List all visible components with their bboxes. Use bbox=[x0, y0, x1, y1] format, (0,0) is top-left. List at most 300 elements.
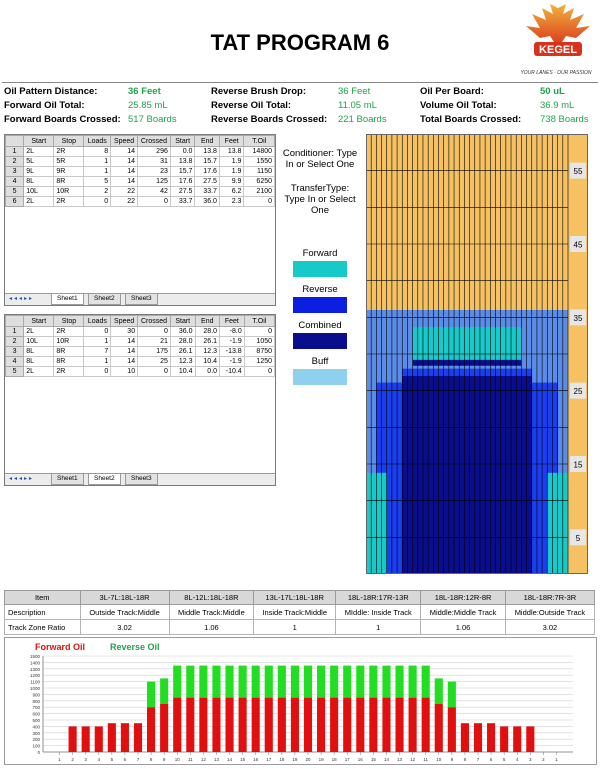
cell[interactable]: 2L bbox=[24, 367, 54, 377]
column-header: Speed bbox=[111, 316, 138, 327]
y-tick-label: 300 bbox=[32, 730, 40, 736]
cell[interactable]: 8750 bbox=[244, 347, 274, 357]
cell[interactable]: 0 bbox=[244, 367, 274, 377]
column-header: Crossed bbox=[138, 316, 171, 327]
cell[interactable]: 8 bbox=[84, 147, 111, 157]
cell[interactable]: 8R bbox=[54, 177, 84, 187]
bar-reverse-oil bbox=[160, 678, 168, 704]
board-oil bbox=[397, 383, 402, 574]
cell[interactable]: -1.9 bbox=[220, 337, 245, 347]
cell[interactable]: 0 bbox=[244, 327, 274, 337]
total-boards-label: Total Boards Crossed: bbox=[420, 114, 522, 125]
y-tick-label: 1400 bbox=[29, 660, 40, 666]
bar-reverse-oil bbox=[199, 666, 207, 698]
cell[interactable]: 10L bbox=[24, 187, 54, 197]
legend-label: Forward bbox=[302, 248, 338, 259]
bar-forward-oil bbox=[291, 698, 299, 752]
bar-forward-oil bbox=[252, 698, 260, 752]
x-tick-label: 18 bbox=[331, 757, 337, 762]
cell[interactable]: 2100 bbox=[244, 187, 275, 197]
x-tick-label: 3 bbox=[529, 757, 532, 762]
reverse-sheet-tabs bbox=[5, 473, 275, 485]
row-number: 5 bbox=[6, 187, 24, 197]
bar-forward-oil bbox=[317, 698, 325, 752]
x-tick-label: 16 bbox=[253, 757, 259, 762]
x-tick-label: 13 bbox=[397, 757, 403, 762]
bar-reverse-oil bbox=[369, 666, 377, 698]
bar-forward-oil bbox=[409, 698, 417, 752]
cell[interactable]: 2L bbox=[24, 327, 54, 337]
row-number: 3 bbox=[6, 347, 24, 357]
x-tick-label: 12 bbox=[410, 757, 416, 762]
rev-boards-value: 221 Boards bbox=[338, 114, 387, 125]
sheet-tab[interactable]: Sheet3 bbox=[125, 294, 158, 305]
cell[interactable]: 2 bbox=[84, 187, 111, 197]
table-row[interactable] bbox=[6, 157, 275, 167]
bar-reverse-oil bbox=[435, 678, 443, 704]
fwd-boards-label: Forward Boards Crossed: bbox=[4, 114, 121, 125]
cell[interactable]: 14 bbox=[111, 157, 138, 167]
bar-reverse-oil bbox=[278, 666, 286, 698]
legend-swatch bbox=[293, 261, 347, 277]
bar-forward-oil bbox=[186, 698, 194, 752]
y-tick-label: 1300 bbox=[29, 666, 40, 672]
table-row[interactable] bbox=[6, 357, 275, 367]
column-header: T.Oil bbox=[244, 316, 274, 327]
x-tick-label: 3 bbox=[84, 757, 87, 762]
cell[interactable]: 0 bbox=[244, 197, 275, 207]
column-header: 8L-12L:18L-18R bbox=[169, 591, 254, 605]
cell[interactable]: 5 bbox=[84, 177, 111, 187]
cell: Middle:Outside Track bbox=[505, 605, 594, 620]
cell[interactable]: 14 bbox=[111, 167, 138, 177]
bar-reverse-oil bbox=[448, 682, 456, 708]
cell[interactable]: 22 bbox=[111, 197, 138, 207]
foot-label: 25 bbox=[573, 387, 583, 397]
conditioner-field[interactable]: Conditioner: Type In or Select One bbox=[282, 148, 358, 170]
x-tick-label: 6 bbox=[123, 757, 127, 762]
page-title: TAT PROGRAM 6 bbox=[210, 30, 390, 55]
pattern-distance-value: 36 Feet bbox=[128, 86, 161, 97]
cell[interactable]: 1 bbox=[84, 337, 111, 347]
bar-forward-oil bbox=[121, 723, 129, 752]
row-number: 5 bbox=[6, 367, 24, 377]
sheet-tab[interactable]: Sheet3 bbox=[125, 474, 158, 485]
sheet-tab[interactable]: Sheet2 bbox=[88, 294, 121, 305]
x-tick-label: 15 bbox=[240, 757, 246, 762]
bar-reverse-oil bbox=[422, 666, 430, 698]
cell[interactable]: 27.5 bbox=[195, 177, 219, 187]
legend-swatch bbox=[293, 333, 347, 349]
y-tick-label: 800 bbox=[32, 698, 40, 704]
bar-forward-oil bbox=[225, 698, 233, 752]
legend-forward-oil: Forward Oil bbox=[35, 642, 86, 652]
cell[interactable]: 13.8 bbox=[195, 147, 219, 157]
transfer-type-field[interactable]: TransferType: Type In or Select One bbox=[284, 183, 356, 216]
bar-reverse-oil bbox=[409, 666, 417, 698]
bar-reverse-oil bbox=[317, 666, 325, 698]
cell[interactable]: 10R bbox=[54, 187, 84, 197]
cell: 1 bbox=[254, 620, 336, 635]
table-row[interactable] bbox=[6, 347, 275, 357]
cell[interactable]: 8L bbox=[24, 347, 54, 357]
legend-swatch bbox=[293, 369, 347, 385]
reverse-sheet[interactable] bbox=[4, 314, 276, 486]
legend-reverse-oil: Reverse Oil bbox=[110, 642, 160, 652]
x-tick-label: 9 bbox=[162, 757, 166, 762]
bar-forward-oil bbox=[343, 698, 351, 752]
cell[interactable]: 2L bbox=[24, 147, 54, 157]
column-header: Loads bbox=[84, 136, 111, 147]
bar-reverse-oil bbox=[291, 666, 299, 698]
brush-drop-value: 36 Feet bbox=[338, 86, 371, 97]
bar-reverse-oil bbox=[225, 666, 233, 698]
y-tick-label: 100 bbox=[32, 743, 40, 749]
bar-forward-oil bbox=[82, 726, 90, 752]
board-oil bbox=[387, 383, 392, 574]
column-header: 3L-7L:18L-18R bbox=[80, 591, 169, 605]
sheet-tab[interactable]: Sheet2 bbox=[88, 474, 121, 485]
table-row[interactable] bbox=[6, 337, 275, 347]
foot-label: 35 bbox=[573, 313, 583, 323]
table-row[interactable] bbox=[6, 187, 275, 197]
column-header: Feet bbox=[220, 316, 245, 327]
cell[interactable]: 8L bbox=[24, 177, 54, 187]
bar-forward-oil bbox=[500, 726, 508, 752]
cell[interactable]: 21 bbox=[138, 337, 171, 347]
column-header: Loads bbox=[84, 316, 111, 327]
cell[interactable]: 26.1 bbox=[170, 347, 195, 357]
cell[interactable]: 6250 bbox=[244, 177, 275, 187]
cell[interactable]: 13.8 bbox=[219, 147, 244, 157]
table-row[interactable] bbox=[6, 167, 275, 177]
column-header: Start bbox=[170, 316, 195, 327]
color-legend bbox=[280, 248, 360, 398]
forward-table bbox=[5, 135, 275, 207]
cell[interactable]: 27.5 bbox=[170, 187, 195, 197]
cell[interactable]: 14 bbox=[111, 347, 138, 357]
cell[interactable]: 10L bbox=[24, 337, 54, 347]
x-tick-label: 5 bbox=[110, 757, 114, 762]
legend-swatch bbox=[293, 297, 347, 313]
cell[interactable]: 10.4 bbox=[170, 367, 195, 377]
x-tick-label: 5 bbox=[502, 757, 506, 762]
foot-label: 5 bbox=[575, 533, 581, 543]
bar-forward-oil bbox=[487, 723, 495, 752]
bar-forward-oil bbox=[330, 698, 338, 752]
bar-forward-oil bbox=[395, 698, 403, 752]
pattern-distance-label: Oil Pattern Distance: bbox=[4, 86, 98, 97]
cell[interactable]: 0.0 bbox=[170, 147, 195, 157]
forward-band bbox=[413, 327, 522, 360]
cell[interactable]: 9L bbox=[24, 167, 54, 177]
forward-sheet-tabs bbox=[5, 293, 275, 305]
cell: 3.02 bbox=[505, 620, 594, 635]
sheet-tab[interactable]: Sheet1 bbox=[51, 474, 84, 485]
logo-tagline: YOUR LANES · OUR PASSION bbox=[520, 70, 592, 76]
x-tick-label: 2 bbox=[71, 757, 74, 762]
cell[interactable]: 14 bbox=[111, 357, 138, 367]
cell[interactable]: 8R bbox=[54, 347, 84, 357]
column-header: Item bbox=[5, 591, 81, 605]
fwd-boards-value: 517 Boards bbox=[128, 114, 177, 125]
cell[interactable]: 125 bbox=[138, 177, 171, 187]
x-tick-label: 11 bbox=[187, 757, 193, 762]
cell[interactable]: 0 bbox=[84, 327, 111, 337]
x-tick-label: 20 bbox=[305, 757, 311, 762]
cell[interactable]: 25 bbox=[138, 357, 171, 367]
bar-forward-oil bbox=[69, 726, 77, 752]
y-tick-label: 700 bbox=[32, 705, 40, 711]
cell: Middle:Middle Track bbox=[421, 605, 506, 620]
table-row[interactable] bbox=[6, 147, 275, 157]
board-oil bbox=[532, 383, 537, 574]
cell[interactable]: 2R bbox=[54, 147, 84, 157]
cell[interactable]: 17.6 bbox=[170, 177, 195, 187]
cell: Middle Track:Middle bbox=[169, 605, 254, 620]
x-tick-label: 1 bbox=[555, 757, 558, 762]
x-tick-label: 15 bbox=[370, 757, 376, 762]
bar-reverse-oil bbox=[173, 666, 181, 698]
cell[interactable]: 36.0 bbox=[195, 197, 219, 207]
column-header bbox=[6, 136, 24, 147]
oil-bar-chart bbox=[4, 637, 597, 765]
bar-reverse-oil bbox=[252, 666, 260, 698]
board-oil bbox=[542, 383, 547, 574]
cell[interactable]: 1 bbox=[84, 157, 111, 167]
cell[interactable]: -1.9 bbox=[220, 357, 245, 367]
cell[interactable]: 2L bbox=[24, 197, 54, 207]
x-tick-label: 17 bbox=[344, 757, 350, 762]
cell[interactable]: 2R bbox=[54, 197, 84, 207]
column-header: 18L-18R:17R-13R bbox=[336, 591, 421, 605]
cell[interactable]: 8R bbox=[54, 357, 84, 367]
cell[interactable]: 296 bbox=[138, 147, 171, 157]
total-boards-value: 738 Boards bbox=[540, 114, 589, 125]
y-tick-label: 1500 bbox=[29, 654, 40, 659]
column-header: End bbox=[195, 136, 219, 147]
x-tick-label: 6 bbox=[489, 757, 493, 762]
x-tick-label: 17 bbox=[266, 757, 272, 762]
bar-forward-oil bbox=[382, 698, 390, 752]
cell[interactable]: 14 bbox=[111, 147, 138, 157]
cell[interactable]: 0 bbox=[138, 197, 171, 207]
table-row bbox=[5, 620, 595, 635]
cell[interactable]: 14 bbox=[111, 177, 138, 187]
cell: 1.06 bbox=[169, 620, 254, 635]
cell[interactable]: 10 bbox=[111, 367, 138, 377]
cell[interactable]: 8L bbox=[24, 357, 54, 367]
cell[interactable]: 12.3 bbox=[195, 347, 220, 357]
row-number: 1 bbox=[6, 147, 24, 157]
cell: Inside Track:Middle bbox=[254, 605, 336, 620]
forward-oil-label: Forward Oil Total: bbox=[4, 100, 85, 111]
cell[interactable]: 14 bbox=[111, 337, 138, 347]
cell[interactable]: 17.6 bbox=[195, 167, 219, 177]
cell[interactable]: 22 bbox=[111, 187, 138, 197]
table-row bbox=[5, 605, 595, 620]
cell[interactable]: 1250 bbox=[244, 357, 274, 367]
cell[interactable]: 14800 bbox=[244, 147, 275, 157]
cell[interactable]: 2R bbox=[54, 327, 84, 337]
row-number: 4 bbox=[6, 177, 24, 187]
cell[interactable]: 5L bbox=[24, 157, 54, 167]
cell[interactable]: 9.9 bbox=[219, 177, 244, 187]
bar-reverse-oil bbox=[356, 666, 364, 698]
cell[interactable]: 28.0 bbox=[195, 327, 220, 337]
combined-core bbox=[402, 376, 531, 574]
bar-forward-oil bbox=[461, 723, 469, 752]
cell[interactable]: 1150 bbox=[244, 167, 275, 177]
legend-label: Buff bbox=[311, 356, 329, 367]
bar-forward-oil bbox=[435, 704, 443, 752]
bar-reverse-oil bbox=[395, 666, 403, 698]
foot-label: 45 bbox=[573, 240, 583, 250]
sheet-nav-arrows-icon[interactable]: ◂◂◂▸▸ bbox=[9, 296, 35, 302]
bar-reverse-oil bbox=[212, 666, 220, 698]
column-header: Start bbox=[24, 316, 54, 327]
cell[interactable]: 0 bbox=[138, 327, 171, 337]
cell[interactable]: 28.0 bbox=[170, 337, 195, 347]
table-row[interactable] bbox=[6, 327, 275, 337]
x-tick-label: 19 bbox=[318, 757, 324, 762]
bar-reverse-oil bbox=[265, 666, 273, 698]
cell[interactable]: 0 bbox=[84, 197, 111, 207]
cell[interactable]: 10R bbox=[54, 337, 84, 347]
cell[interactable]: 175 bbox=[138, 347, 171, 357]
cell[interactable]: 2R bbox=[54, 367, 84, 377]
bar-reverse-oil bbox=[304, 666, 312, 698]
cell[interactable]: 31 bbox=[138, 157, 171, 167]
x-tick-label: 8 bbox=[463, 757, 467, 762]
cell[interactable]: 9R bbox=[54, 167, 84, 177]
bar-forward-oil bbox=[448, 707, 456, 752]
column-header: End bbox=[195, 316, 220, 327]
x-tick-label: 10 bbox=[174, 757, 180, 762]
cell[interactable]: -10.4 bbox=[220, 367, 245, 377]
rev-boards-label: Reverse Boards Crossed: bbox=[211, 114, 328, 125]
cell[interactable]: 0 bbox=[138, 367, 171, 377]
x-tick-label: 1 bbox=[58, 757, 61, 762]
bar-reverse-oil bbox=[330, 666, 338, 698]
x-tick-label: 18 bbox=[279, 757, 285, 762]
y-tick-label: 600 bbox=[32, 711, 40, 717]
cell[interactable]: 7 bbox=[84, 347, 111, 357]
cell[interactable]: 15.7 bbox=[170, 167, 195, 177]
cell[interactable]: 13.8 bbox=[170, 157, 195, 167]
x-tick-label: 16 bbox=[357, 757, 363, 762]
cell[interactable]: 1.9 bbox=[219, 157, 244, 167]
x-tick-label: 13 bbox=[213, 757, 219, 762]
cell[interactable]: -13.8 bbox=[220, 347, 245, 357]
cell[interactable]: 15.7 bbox=[195, 157, 219, 167]
cell[interactable]: 30 bbox=[111, 327, 138, 337]
cell[interactable]: 2.3 bbox=[219, 197, 244, 207]
x-tick-label: 12 bbox=[200, 757, 206, 762]
y-tick-label: 1200 bbox=[29, 673, 40, 679]
divider bbox=[2, 82, 598, 83]
lane-oil-graphic bbox=[366, 134, 588, 574]
foot-label: 55 bbox=[573, 167, 583, 177]
cell[interactable]: 1 bbox=[84, 167, 111, 177]
x-tick-label: 8 bbox=[149, 757, 153, 762]
volume-oil-label: Volume Oil Total: bbox=[420, 100, 497, 111]
cell[interactable]: 1 bbox=[84, 357, 111, 367]
bar-forward-oil bbox=[239, 698, 247, 752]
column-header: Speed bbox=[111, 136, 138, 147]
volume-oil-value: 36.9 mL bbox=[540, 100, 575, 111]
bar-forward-oil bbox=[526, 726, 534, 752]
board-oil bbox=[537, 383, 542, 574]
y-tick-label: 0 bbox=[37, 750, 40, 755]
cell[interactable]: 5R bbox=[54, 157, 84, 167]
bar-forward-oil bbox=[369, 698, 377, 752]
cell[interactable]: 10.4 bbox=[195, 357, 220, 367]
cell[interactable]: 33.7 bbox=[195, 187, 219, 197]
y-tick-label: 200 bbox=[32, 737, 40, 743]
x-tick-label: 9 bbox=[450, 757, 454, 762]
row-number: 2 bbox=[6, 337, 24, 347]
x-tick-label: 10 bbox=[436, 757, 442, 762]
cell[interactable]: 0 bbox=[84, 367, 111, 377]
x-tick-label: 11 bbox=[423, 757, 429, 762]
bar-reverse-oil bbox=[239, 666, 247, 698]
table-row[interactable] bbox=[6, 367, 275, 377]
x-tick-label: 14 bbox=[383, 757, 389, 762]
y-tick-label: 1100 bbox=[30, 679, 40, 685]
reverse-table bbox=[5, 315, 275, 377]
cell[interactable]: 1050 bbox=[244, 337, 274, 347]
cell[interactable]: 0.0 bbox=[195, 367, 220, 377]
board-oil bbox=[392, 383, 397, 574]
legend-label: Combined bbox=[298, 320, 342, 331]
cell[interactable]: 12.3 bbox=[170, 357, 195, 367]
sheet-tab[interactable]: Sheet1 bbox=[51, 294, 84, 305]
bar-forward-oil bbox=[513, 726, 521, 752]
cell[interactable]: 1.9 bbox=[219, 167, 244, 177]
x-tick-label: 19 bbox=[292, 757, 298, 762]
cell[interactable]: 42 bbox=[138, 187, 171, 197]
cell[interactable]: 6.2 bbox=[219, 187, 244, 197]
cell: 3.02 bbox=[80, 620, 169, 635]
cell[interactable]: -8.0 bbox=[220, 327, 245, 337]
row-number: 3 bbox=[6, 167, 24, 177]
sheet-nav-arrows-icon[interactable]: ◂◂◂▸▸ bbox=[9, 476, 35, 482]
bar-forward-oil bbox=[474, 723, 482, 752]
svg-text:KEGEL: KEGEL bbox=[539, 44, 577, 56]
y-tick-label: 500 bbox=[32, 718, 40, 723]
y-tick-label: 900 bbox=[32, 692, 40, 698]
forward-oil-value: 25.85 mL bbox=[128, 100, 168, 111]
cell: 1.06 bbox=[421, 620, 506, 635]
cell[interactable]: 36.0 bbox=[170, 327, 195, 337]
cell: Outside Track:Middle bbox=[80, 605, 169, 620]
row-number: 6 bbox=[6, 197, 24, 207]
bar-forward-oil bbox=[108, 723, 116, 752]
cell[interactable]: 26.1 bbox=[195, 337, 220, 347]
cell: MIddle: Inside Track bbox=[336, 605, 421, 620]
column-header: Stop bbox=[54, 136, 84, 147]
table-row[interactable] bbox=[6, 177, 275, 187]
cell: Description bbox=[5, 605, 81, 620]
cell[interactable]: 23 bbox=[138, 167, 171, 177]
bar-forward-oil bbox=[304, 698, 312, 752]
cell[interactable]: 1550 bbox=[244, 157, 275, 167]
forward-sheet[interactable] bbox=[4, 134, 276, 306]
table-row[interactable] bbox=[6, 197, 275, 207]
bar-forward-oil bbox=[212, 698, 220, 752]
cell[interactable]: 33.7 bbox=[170, 197, 195, 207]
